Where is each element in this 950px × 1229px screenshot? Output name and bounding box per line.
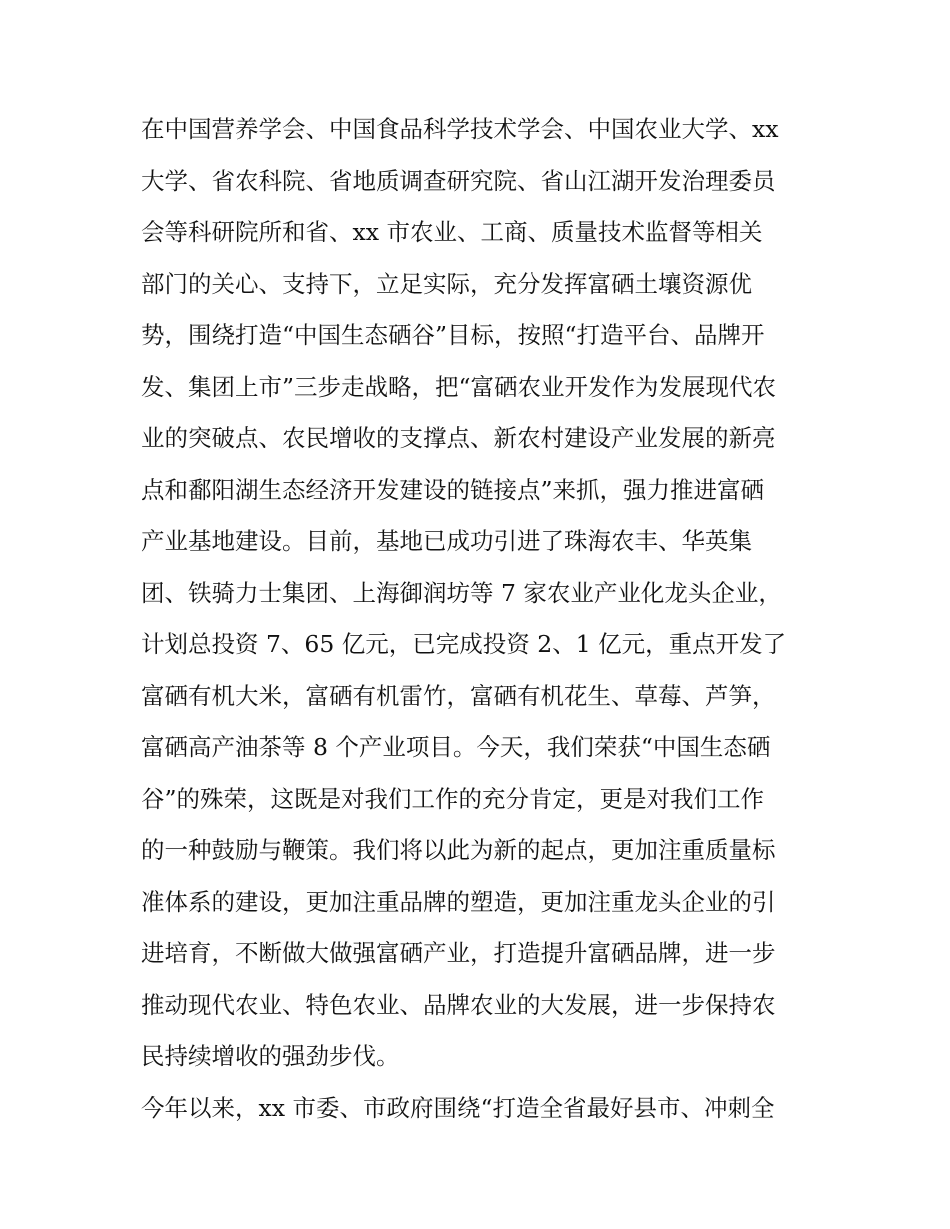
text-line: 在中国营养学会、中国食品科学技术学会、中国农业大学、xx <box>141 115 779 143</box>
text-line: 会等科研院所和省、xx 市农业、工商、质量技术监督等相关 <box>141 218 763 246</box>
text-line: 业的突破点、农民增收的支撑点、新农村建设产业发展的新亮 <box>141 424 776 452</box>
paragraph-2 <box>141 1083 821 1135</box>
text-line: 准体系的建设，更加注重品牌的塑造，更加注重龙头企业的引 <box>141 887 776 916</box>
text-line: 的一种鼓励与鞭策。我们将以此为新的起点，更加注重质量标 <box>141 836 776 864</box>
document-body <box>141 104 821 1134</box>
text-line: 势，围绕打造“中国生态硒谷”目标，按照“打造平台、品牌开 <box>141 321 765 349</box>
text-line: 点和鄱阳湖生态经济开发建设的链接点”来抓，强力推进富硒 <box>141 475 765 504</box>
paragraph-1 <box>141 104 821 1083</box>
text-line: 计划总投资 7、65 亿元，已完成投资 2、1 亿元，重点开发了 <box>141 630 787 658</box>
text-line: 谷”的殊荣，这既是对我们工作的充分肯定，更是对我们工作 <box>141 784 765 813</box>
text-line: 部门的关心、支持下，立足实际，充分发挥富硒土壤资源优 <box>141 269 752 298</box>
text-line: 进培育，不断做大做强富硒产业，打造提升富硒品牌，进一步 <box>141 939 776 967</box>
text-line: 推动现代农业、特色农业、品牌农业的大发展，进一步保持农 <box>141 990 776 1019</box>
text-line: 民持续增收的强劲步伐。 <box>141 1042 400 1070</box>
text-line: 大学、省农科院、省地质调查研究院、省山江湖开发治理委员 <box>141 166 776 195</box>
text-line: 今年以来，xx 市委、市政府围绕“打造全省最好县市、冲刺全 <box>141 1093 775 1122</box>
text-line: 富硒高产油茶等 8 个产业项目。今天，我们荣获“中国生态硒 <box>141 733 771 761</box>
text-line: 产业基地建设。目前，基地已成功引进了珠海农丰、华英集 <box>141 527 752 555</box>
text-line: 发、集团上市”三步走战略，把“富硒农业开发作为发展现代农 <box>141 372 777 401</box>
text-line: 富硒有机大米，富硒有机雷竹，富硒有机花生、草莓、芦笋， <box>141 681 776 710</box>
text-line: 团、铁骑力士集团、上海御润坊等 7 家农业产业化龙头企业， <box>141 578 782 607</box>
